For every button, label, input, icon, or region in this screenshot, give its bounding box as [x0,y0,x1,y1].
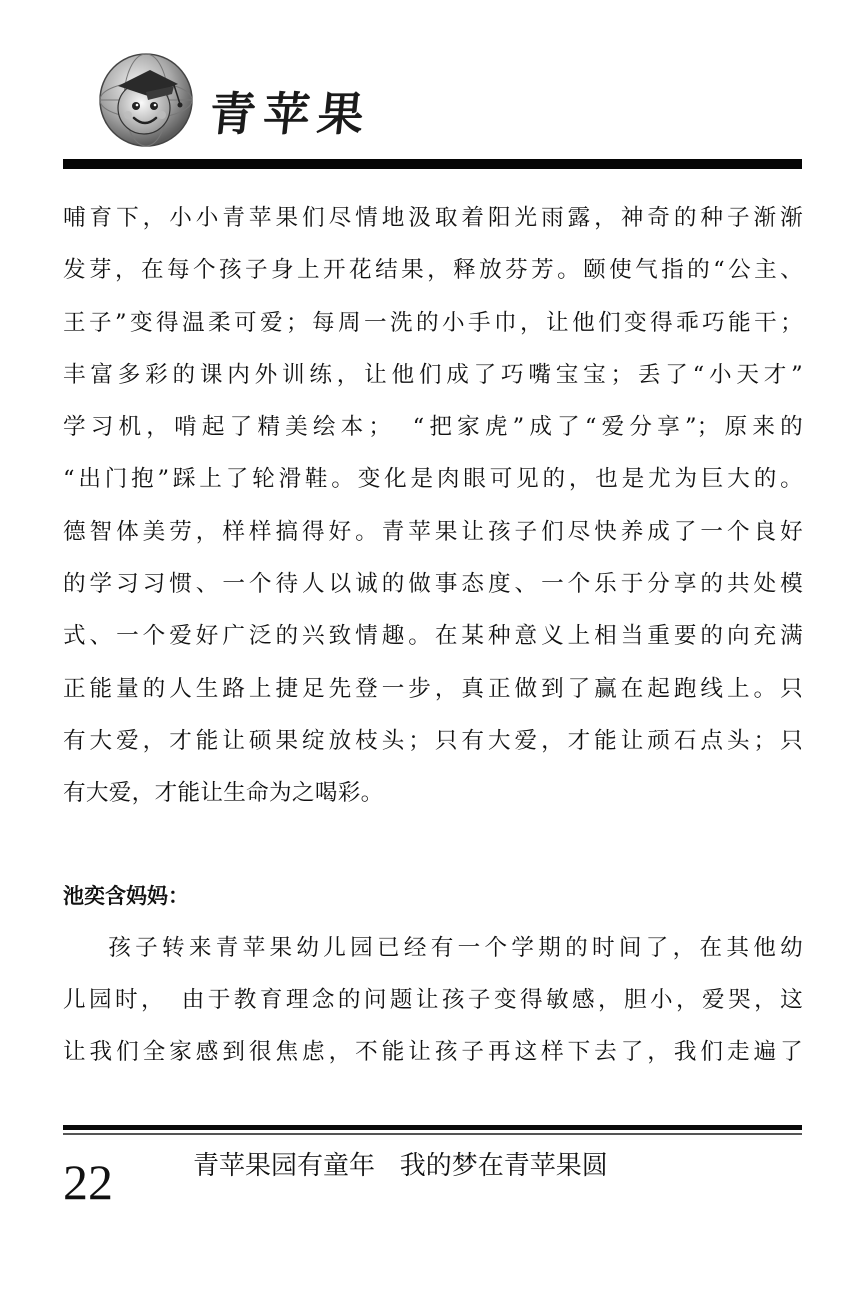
text-line: 有大爱，才能让生命为之喝彩。 [63,780,384,807]
text-line: 王子”变得温柔可爱；每周一洗的小手巾，让他们变得乖巧能干； [63,309,803,336]
text-line: 孩子转来青苹果幼儿园已经有一个学期的时间了，在其他幼 [108,934,803,961]
text-line: 的学习习惯、一个待人以诚的做事态度、一个乐于分享的共处模 [63,571,803,598]
article-body [63,192,803,1078]
text-line: 学习机，啃起了精美绘本； “把家虎”成了“爱分享”；原来的 [63,414,803,441]
text-line: 丰富多彩的课内外训练，让他们成了巧嘴宝宝；丢了“小天才” [63,361,803,388]
text-line: 式、一个爱好广泛的兴致情趣。在某种意义上相当重要的向充满 [63,623,803,650]
footer-slogan: 青苹果园有童年 我的梦在青苹果圆 [193,1151,608,1181]
paragraph-2 [63,922,803,1079]
paragraph-spacer [63,820,803,870]
footer-divider [63,1125,802,1130]
text-line: “出门抱”踩上了轮滑鞋。变化是肉眼可见的，也是尤为巨大的。 [63,466,803,493]
header-divider [63,159,802,169]
footer-divider-thin [63,1133,802,1135]
text-line: 德智体美劳，样样搞得好。青苹果让孩子们尽快养成了一个良好 [63,518,803,545]
green-apple-mascot-icon [98,52,194,148]
text-line: 正能量的人生路上捷足先登一步，真正做到了赢在起跑线上。只 [63,675,803,702]
text-line: 哺育下，小小青苹果们尽情地汲取着阳光雨露，神奇的种子渐渐 [63,205,803,231]
text-line: 发芽，在每个孩子身上开花结果，释放芬芳。颐使气指的“公主、 [63,257,803,284]
paragraph-1 [63,192,803,820]
author-heading: 池奕含妈妈： [63,883,189,908]
text-line: 让我们全家感到很焦虑，不能让孩子再这样下去了，我们走遍了 [63,1039,803,1066]
text-line: 儿园时， 由于教育理念的问题让孩子变得敏感，胆小，爱哭，这 [63,986,803,1013]
text-line: 有大爱，才能让硕果绽放枝头；只有大爱，才能让顽石点头；只 [63,727,803,754]
page-number: 22 [63,1154,113,1210]
logo-title: 青苹果 [206,87,375,141]
page-header [0,0,860,175]
